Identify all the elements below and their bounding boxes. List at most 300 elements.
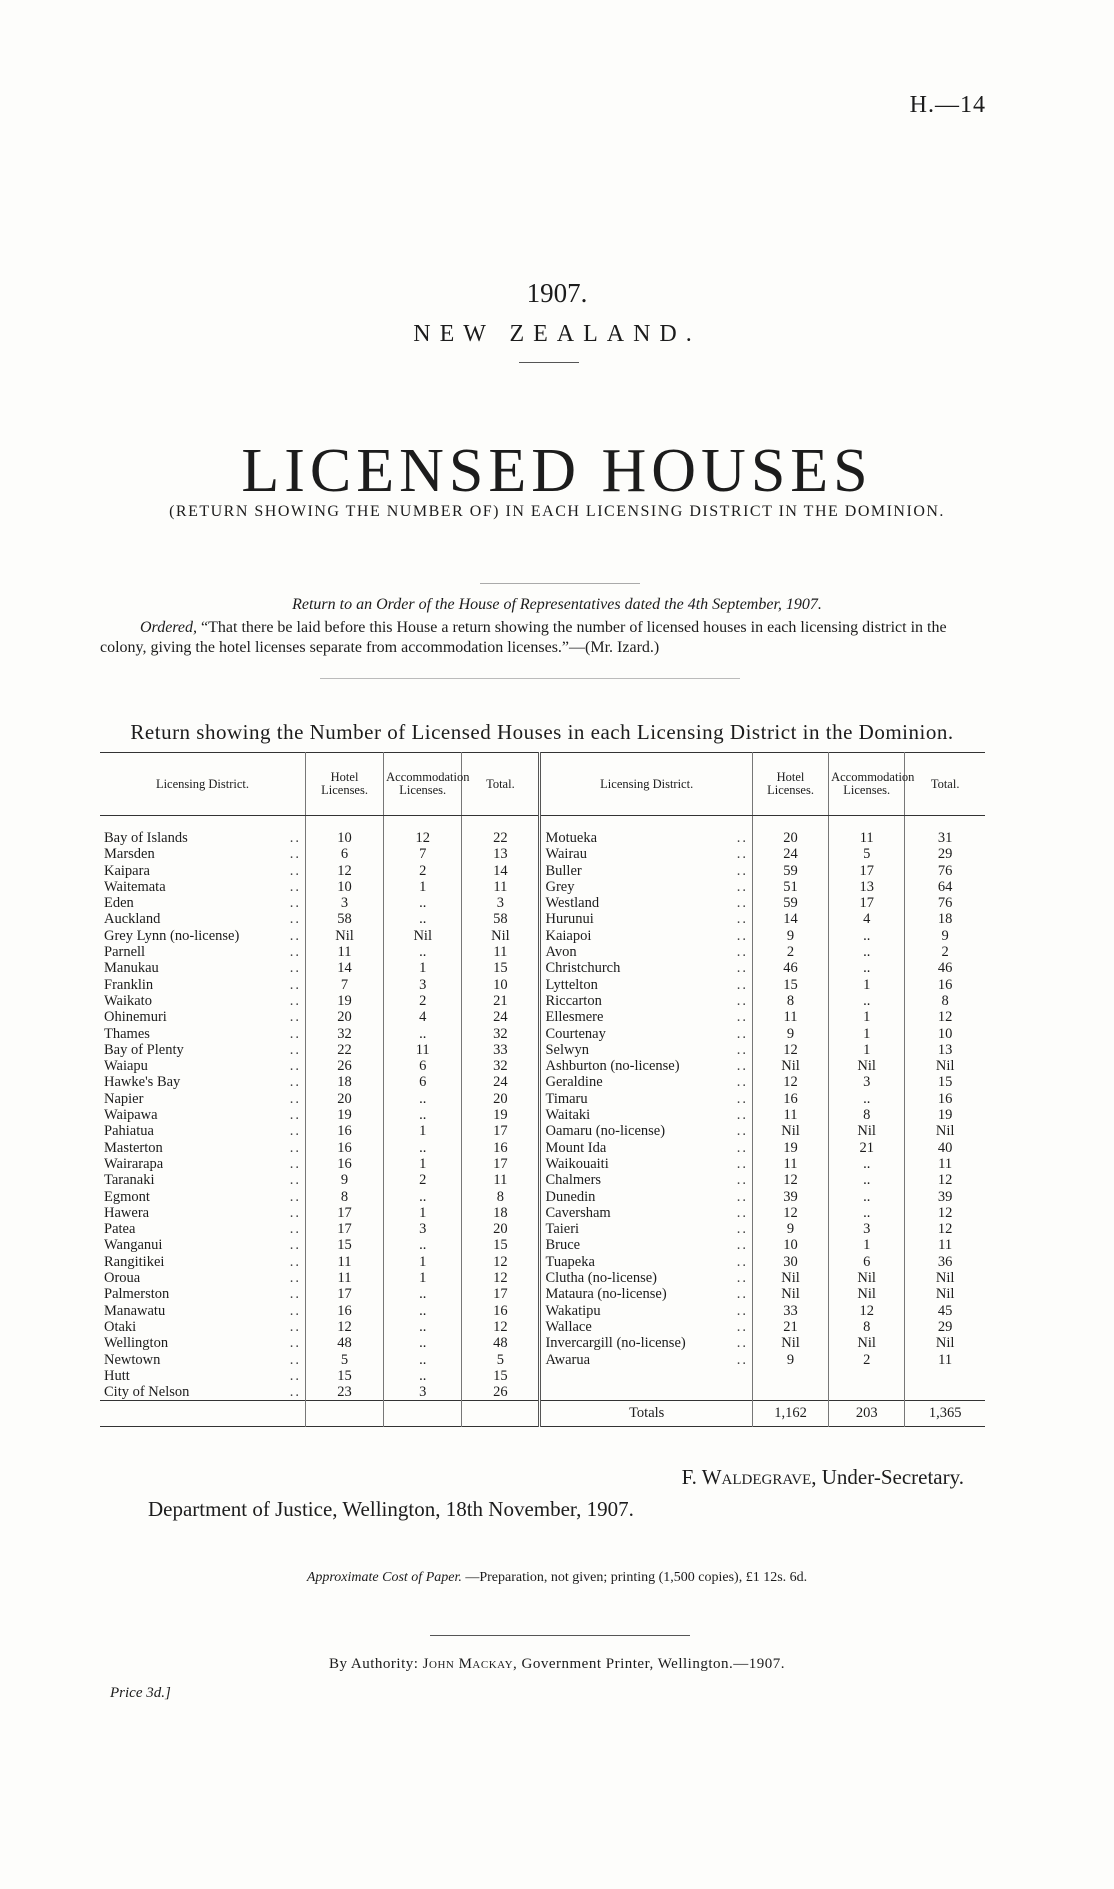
table-row	[100, 1172, 985, 1188]
district-name: Geraldine	[545, 1074, 603, 1091]
accommodation-licenses-cell: 11	[384, 1042, 462, 1058]
leader-dots: ..	[289, 1286, 301, 1303]
district-name-cell	[540, 879, 752, 895]
hotel-licenses-cell: 16	[305, 1123, 383, 1139]
accommodation-licenses-cell: 6	[384, 1058, 462, 1074]
table-row	[100, 1303, 985, 1319]
total-cell: 17	[462, 1123, 540, 1139]
district-name-cell	[100, 895, 305, 911]
table-row	[100, 944, 985, 960]
district-name: Wakatipu	[545, 1302, 601, 1319]
hotel-licenses-cell: 51	[752, 879, 828, 895]
table-row	[100, 1026, 985, 1042]
district-name: Manukau	[104, 960, 159, 977]
hotel-licenses-cell: Nil	[752, 1058, 828, 1074]
accommodation-licenses-cell: 6	[384, 1074, 462, 1090]
district-name-cell	[100, 1074, 305, 1090]
total-cell: 10	[462, 977, 540, 993]
total-cell: 26	[462, 1384, 540, 1401]
accommodation-licenses-cell: ..	[829, 1172, 905, 1188]
district-name: Buller	[545, 862, 582, 879]
leader-dots: ..	[736, 944, 748, 961]
district-name-cell	[540, 1091, 752, 1107]
leader-dots: ..	[736, 1139, 748, 1156]
district-name-cell	[100, 1237, 305, 1253]
district-name-cell	[100, 1156, 305, 1172]
accommodation-licenses-cell: 3	[829, 1221, 905, 1237]
accommodation-licenses-cell: 4	[829, 911, 905, 927]
leader-dots: ..	[289, 1139, 301, 1156]
leader-dots: ..	[736, 1335, 748, 1352]
district-name-cell	[100, 1140, 305, 1156]
district-name-cell	[540, 1009, 752, 1025]
total-cell: 22	[462, 830, 540, 846]
district-name-cell	[540, 1140, 752, 1156]
leader-dots: ..	[289, 1302, 301, 1319]
hotel-licenses-cell: Nil	[752, 1270, 828, 1286]
table-row	[100, 1384, 985, 1401]
totals-accommodation: 203	[829, 1401, 905, 1426]
leader-dots: ..	[736, 1237, 748, 1254]
year-heading: 1907.	[526, 278, 588, 308]
leader-dots: ..	[736, 1123, 748, 1140]
licensed-houses-table	[100, 752, 985, 1427]
leader-dots: ..	[736, 862, 748, 879]
hotel-licenses-cell: 9	[752, 928, 828, 944]
hotel-licenses-cell: 11	[752, 1156, 828, 1172]
cost-line	[0, 1570, 1114, 1586]
district-name-cell	[540, 1270, 752, 1286]
district-name: Bay of Plenty	[104, 1041, 184, 1058]
district-name: Wallace	[545, 1318, 592, 1335]
accommodation-licenses-cell: ..	[384, 911, 462, 927]
district-name: Westland	[545, 895, 600, 912]
leader-dots: ..	[289, 1155, 301, 1172]
district-name-cell	[540, 1286, 752, 1302]
district-name: Hawera	[104, 1204, 150, 1221]
district-name-cell	[540, 1042, 752, 1058]
accommodation-licenses-cell: ..	[384, 1319, 462, 1335]
district-name: Egmont	[104, 1188, 150, 1205]
district-name: Mount Ida	[545, 1139, 607, 1156]
district-name: Wellington	[104, 1335, 169, 1352]
district-name-cell	[540, 1156, 752, 1172]
printer-name: John Mackay,	[422, 1656, 518, 1672]
total-cell: 17	[462, 1156, 540, 1172]
hotel-licenses-cell: 19	[305, 993, 383, 1009]
hotel-licenses-cell: 5	[305, 1352, 383, 1368]
table-row	[100, 1205, 985, 1221]
district-name: Timaru	[545, 1090, 588, 1107]
accommodation-licenses-cell: 21	[829, 1140, 905, 1156]
hotel-licenses-cell: Nil	[305, 928, 383, 944]
hotel-licenses-cell: Nil	[752, 1286, 828, 1302]
accommodation-licenses-cell: ..	[384, 1352, 462, 1368]
leader-dots: ..	[289, 992, 301, 1009]
accommodation-licenses-cell: 8	[829, 1319, 905, 1335]
leader-dots: ..	[736, 927, 748, 944]
table-row	[100, 1042, 985, 1058]
hotel-licenses-cell: 12	[752, 1205, 828, 1221]
total-cell: 11	[462, 944, 540, 960]
price-label: Price 3d.]	[110, 1685, 171, 1701]
accommodation-licenses-cell: ..	[384, 1140, 462, 1156]
divider-rule	[430, 1635, 690, 1636]
accommodation-licenses-cell: 1	[384, 879, 462, 895]
table-row	[100, 911, 985, 927]
table-row	[100, 993, 985, 1009]
total-cell: 39	[905, 1189, 985, 1205]
ordered-word: Ordered,	[140, 619, 198, 636]
hotel-licenses-cell: 17	[305, 1221, 383, 1237]
leader-dots: ..	[289, 911, 301, 928]
signature-title: Under-Secretary.	[821, 1465, 964, 1489]
district-name-cell	[100, 1123, 305, 1139]
district-name-cell	[540, 1107, 752, 1123]
total-cell: 11	[905, 1352, 985, 1368]
district-name: Grey	[545, 878, 575, 895]
total-cell	[905, 1368, 985, 1384]
leader-dots: ..	[289, 878, 301, 895]
spacer-row	[100, 816, 985, 831]
accommodation-licenses-cell: 8	[829, 1107, 905, 1123]
total-cell: 15	[462, 1368, 540, 1384]
hotel-licenses-cell: 21	[752, 1319, 828, 1335]
district-name: Newtown	[104, 1351, 161, 1368]
total-cell: 12	[462, 1270, 540, 1286]
page-title: LICENSED HOUSES	[241, 437, 873, 505]
district-name-cell	[540, 1335, 752, 1351]
leader-dots: ..	[736, 1172, 748, 1189]
total-cell: 12	[462, 1319, 540, 1335]
hotel-licenses-cell	[752, 1384, 828, 1401]
district-name: Waikouaiti	[545, 1155, 609, 1172]
hotel-licenses-cell: 9	[752, 1221, 828, 1237]
district-name: Thames	[104, 1025, 150, 1042]
total-cell: 9	[905, 928, 985, 944]
leader-dots: ..	[736, 1204, 748, 1221]
hotel-licenses-cell: 12	[752, 1074, 828, 1090]
leader-dots: ..	[736, 976, 748, 993]
table-row	[100, 1335, 985, 1351]
leader-dots: ..	[289, 862, 301, 879]
accommodation-licenses-cell: 1	[384, 1156, 462, 1172]
total-cell: 33	[462, 1042, 540, 1058]
hotel-licenses-cell: 15	[752, 977, 828, 993]
district-name-cell	[100, 1058, 305, 1074]
table-row	[100, 1286, 985, 1302]
accommodation-licenses-cell: Nil	[829, 1123, 905, 1139]
leader-dots: ..	[289, 1172, 301, 1189]
accommodation-licenses-cell: ..	[384, 1091, 462, 1107]
leader-dots: ..	[289, 830, 301, 846]
total-cell: 15	[462, 960, 540, 976]
total-cell: 2	[905, 944, 985, 960]
district-name-cell	[100, 911, 305, 927]
district-name-cell	[100, 1189, 305, 1205]
district-name: Chalmers	[545, 1172, 602, 1189]
total-cell: 29	[905, 846, 985, 862]
accommodation-licenses-cell: 1	[829, 1042, 905, 1058]
table-row	[100, 1123, 985, 1139]
accommodation-licenses-cell: ..	[829, 944, 905, 960]
district-name: Pahiatua	[104, 1123, 154, 1140]
table-row	[100, 960, 985, 976]
district-name: Grey Lynn (no-license)	[104, 927, 240, 944]
district-name-cell	[540, 1074, 752, 1090]
table-row	[100, 1189, 985, 1205]
district-name-cell	[540, 993, 752, 1009]
leader-dots: ..	[289, 1270, 301, 1287]
table-row	[100, 863, 985, 879]
district-name: Lyttelton	[545, 976, 598, 993]
district-name: Tuapeka	[545, 1253, 595, 1270]
accommodation-licenses-cell: ..	[384, 1026, 462, 1042]
accommodation-licenses-cell: ..	[829, 960, 905, 976]
accommodation-licenses-cell: ..	[829, 993, 905, 1009]
table-row	[100, 1352, 985, 1368]
hotel-licenses-cell: 15	[305, 1237, 383, 1253]
table-row	[100, 846, 985, 862]
district-name-cell	[100, 1319, 305, 1335]
district-name-cell	[540, 1205, 752, 1221]
table-row	[100, 1221, 985, 1237]
district-name: Caversham	[545, 1204, 611, 1221]
district-name: Bay of Islands	[104, 830, 188, 846]
accommodation-licenses-cell: ..	[829, 1156, 905, 1172]
leader-dots: ..	[289, 1188, 301, 1205]
column-header-hotel: Hotel Licenses.	[752, 753, 828, 816]
total-cell: 45	[905, 1303, 985, 1319]
district-name: Riccarton	[545, 992, 602, 1009]
district-name: Waikato	[104, 992, 152, 1009]
district-name-cell	[540, 1237, 752, 1253]
totals-hotel: 1,162	[752, 1401, 828, 1426]
district-name: Auckland	[104, 911, 161, 928]
district-name: Christchurch	[545, 960, 621, 977]
hotel-licenses-cell: 16	[305, 1140, 383, 1156]
total-cell: 20	[462, 1091, 540, 1107]
hotel-licenses-cell: 2	[752, 944, 828, 960]
leader-dots: ..	[289, 1009, 301, 1026]
accommodation-licenses-cell: ..	[829, 1205, 905, 1221]
accommodation-licenses-cell: 2	[384, 1172, 462, 1188]
total-cell: 20	[462, 1221, 540, 1237]
table-row	[100, 1237, 985, 1253]
district-name-cell	[100, 1221, 305, 1237]
total-cell: 29	[905, 1319, 985, 1335]
total-cell: 76	[905, 863, 985, 879]
column-header-district: Licensing District.	[540, 753, 752, 816]
leader-dots: ..	[289, 976, 301, 993]
district-name: Bruce	[545, 1237, 581, 1254]
hotel-licenses-cell: 33	[752, 1303, 828, 1319]
leader-dots: ..	[289, 895, 301, 912]
district-name-cell	[540, 895, 752, 911]
total-cell: 21	[462, 993, 540, 1009]
table-row	[100, 1074, 985, 1090]
district-name: Parnell	[104, 944, 146, 961]
leader-dots: ..	[289, 944, 301, 961]
district-name: Motueka	[545, 830, 598, 846]
district-name: Manawatu	[104, 1302, 166, 1319]
table-row	[100, 1319, 985, 1335]
district-name: Selwyn	[545, 1041, 589, 1058]
hotel-licenses-cell: 11	[752, 1009, 828, 1025]
total-cell: 12	[905, 1205, 985, 1221]
leader-dots: ..	[736, 1302, 748, 1319]
district-name-cell	[540, 1368, 752, 1384]
district-name: Oroua	[104, 1270, 141, 1287]
empty-cell	[384, 1401, 462, 1426]
divider-rule	[519, 362, 579, 363]
accommodation-licenses-cell: 1	[829, 1026, 905, 1042]
leader-dots: ..	[736, 992, 748, 1009]
accommodation-licenses-cell: 2	[384, 993, 462, 1009]
total-cell: 19	[462, 1107, 540, 1123]
district-name-cell	[540, 928, 752, 944]
accommodation-licenses-cell: 1	[384, 1123, 462, 1139]
accommodation-licenses-cell: 3	[384, 977, 462, 993]
total-cell: 8	[462, 1189, 540, 1205]
table-row	[100, 895, 985, 911]
district-name: Kaiapoi	[545, 927, 592, 944]
accommodation-licenses-cell: ..	[384, 944, 462, 960]
signature-name: F. Waldegrave,	[681, 1465, 817, 1489]
hotel-licenses-cell: 12	[752, 1042, 828, 1058]
totals-grand: 1,365	[905, 1401, 985, 1426]
district-name-cell	[100, 1205, 305, 1221]
total-cell: 58	[462, 911, 540, 927]
accommodation-licenses-cell: 6	[829, 1254, 905, 1270]
accommodation-licenses-cell: Nil	[829, 1335, 905, 1351]
leader-dots: ..	[736, 1074, 748, 1091]
district-name-cell	[540, 1189, 752, 1205]
hotel-licenses-cell: 9	[305, 1172, 383, 1188]
return-heading: Return showing the Number of Licensed Houses in each Licensing District in the Dominion.	[130, 720, 954, 744]
cost-label: Approximate Cost of Paper.	[306, 1570, 462, 1585]
leader-dots: ..	[289, 1351, 301, 1368]
leader-dots: ..	[289, 1384, 301, 1401]
leader-dots: ..	[736, 846, 748, 863]
hotel-licenses-cell: 10	[305, 879, 383, 895]
total-cell: 8	[905, 993, 985, 1009]
total-cell: 12	[462, 1254, 540, 1270]
district-name-cell	[540, 977, 752, 993]
district-name: Courtenay	[545, 1025, 606, 1042]
column-header-total: Total.	[905, 753, 985, 816]
hotel-licenses-cell: 48	[305, 1335, 383, 1351]
total-cell: 46	[905, 960, 985, 976]
total-cell: 32	[462, 1058, 540, 1074]
district-name: Palmerston	[104, 1286, 170, 1303]
column-header-accommodation: Accommodation Licenses.	[384, 753, 462, 816]
table-row	[100, 879, 985, 895]
accommodation-licenses-cell	[829, 1384, 905, 1401]
district-name-cell	[540, 944, 752, 960]
leader-dots: ..	[289, 1074, 301, 1091]
district-name: Hurunui	[545, 911, 594, 928]
hotel-licenses-cell: 11	[305, 1254, 383, 1270]
accommodation-licenses-cell: 2	[829, 1352, 905, 1368]
authority-suffix: Government Printer, Wellington.—1907.	[521, 1656, 785, 1672]
district-name: Mataura (no-license)	[545, 1286, 667, 1303]
hotel-licenses-cell: 39	[752, 1189, 828, 1205]
total-cell: 11	[462, 879, 540, 895]
total-cell: 16	[462, 1303, 540, 1319]
accommodation-licenses-cell: ..	[384, 1237, 462, 1253]
hotel-licenses-cell: 19	[305, 1107, 383, 1123]
district-name-cell	[540, 1172, 752, 1188]
total-cell: Nil	[905, 1286, 985, 1302]
district-name: City of Nelson	[104, 1384, 190, 1401]
district-name: Waitemata	[104, 878, 166, 895]
leader-dots: ..	[736, 1058, 748, 1075]
accommodation-licenses-cell: ..	[384, 1368, 462, 1384]
totals-row	[100, 1401, 985, 1426]
authority-line	[0, 1656, 1114, 1673]
hotel-licenses-cell: 11	[752, 1107, 828, 1123]
leader-dots: ..	[289, 1335, 301, 1352]
district-name: Hawke's Bay	[104, 1074, 181, 1091]
leader-dots: ..	[736, 1107, 748, 1124]
hotel-licenses-cell	[752, 1368, 828, 1384]
district-name-cell	[100, 1384, 305, 1401]
total-cell: 76	[905, 895, 985, 911]
total-cell: 40	[905, 1140, 985, 1156]
accommodation-licenses-cell: ..	[384, 1107, 462, 1123]
district-name: Napier	[104, 1090, 144, 1107]
total-cell: 13	[905, 1042, 985, 1058]
total-cell: 11	[905, 1156, 985, 1172]
accommodation-licenses-cell: 1	[829, 1009, 905, 1025]
total-cell: Nil	[905, 1270, 985, 1286]
hotel-licenses-cell: 9	[752, 1026, 828, 1042]
leader-dots: ..	[736, 911, 748, 928]
cost-text: —Preparation, not given; printing (1,500 copies), £1 12s. 6d.	[465, 1570, 808, 1585]
district-name: Wairau	[545, 846, 587, 863]
document-reference: H.—14	[909, 92, 986, 118]
hotel-licenses-cell: 17	[305, 1286, 383, 1302]
hotel-licenses-cell: 11	[305, 1270, 383, 1286]
leader-dots: ..	[736, 1351, 748, 1368]
accommodation-licenses-cell: 5	[829, 846, 905, 862]
district-name-cell	[100, 1286, 305, 1302]
hotel-licenses-cell: 3	[305, 895, 383, 911]
hotel-licenses-cell: 20	[752, 830, 828, 846]
empty-cell	[100, 1401, 305, 1426]
total-cell: 24	[462, 1009, 540, 1025]
accommodation-licenses-cell: 12	[384, 830, 462, 846]
district-name-cell	[100, 1335, 305, 1351]
leader-dots: ..	[289, 846, 301, 863]
leader-dots: ..	[736, 960, 748, 977]
empty-cell	[462, 1401, 540, 1426]
district-name: Clutha (no-license)	[545, 1270, 658, 1287]
hotel-licenses-cell: 58	[305, 911, 383, 927]
column-header-total: Total.	[462, 753, 540, 816]
accommodation-licenses-cell: 17	[829, 895, 905, 911]
accommodation-licenses-cell: ..	[829, 1091, 905, 1107]
leader-dots: ..	[736, 1090, 748, 1107]
empty-cell	[305, 1401, 383, 1426]
total-cell: 19	[905, 1107, 985, 1123]
accommodation-licenses-cell: 7	[384, 846, 462, 862]
district-name-cell	[100, 1026, 305, 1042]
hotel-licenses-cell: 17	[305, 1205, 383, 1221]
leader-dots: ..	[736, 1009, 748, 1026]
district-name-cell	[100, 1172, 305, 1188]
